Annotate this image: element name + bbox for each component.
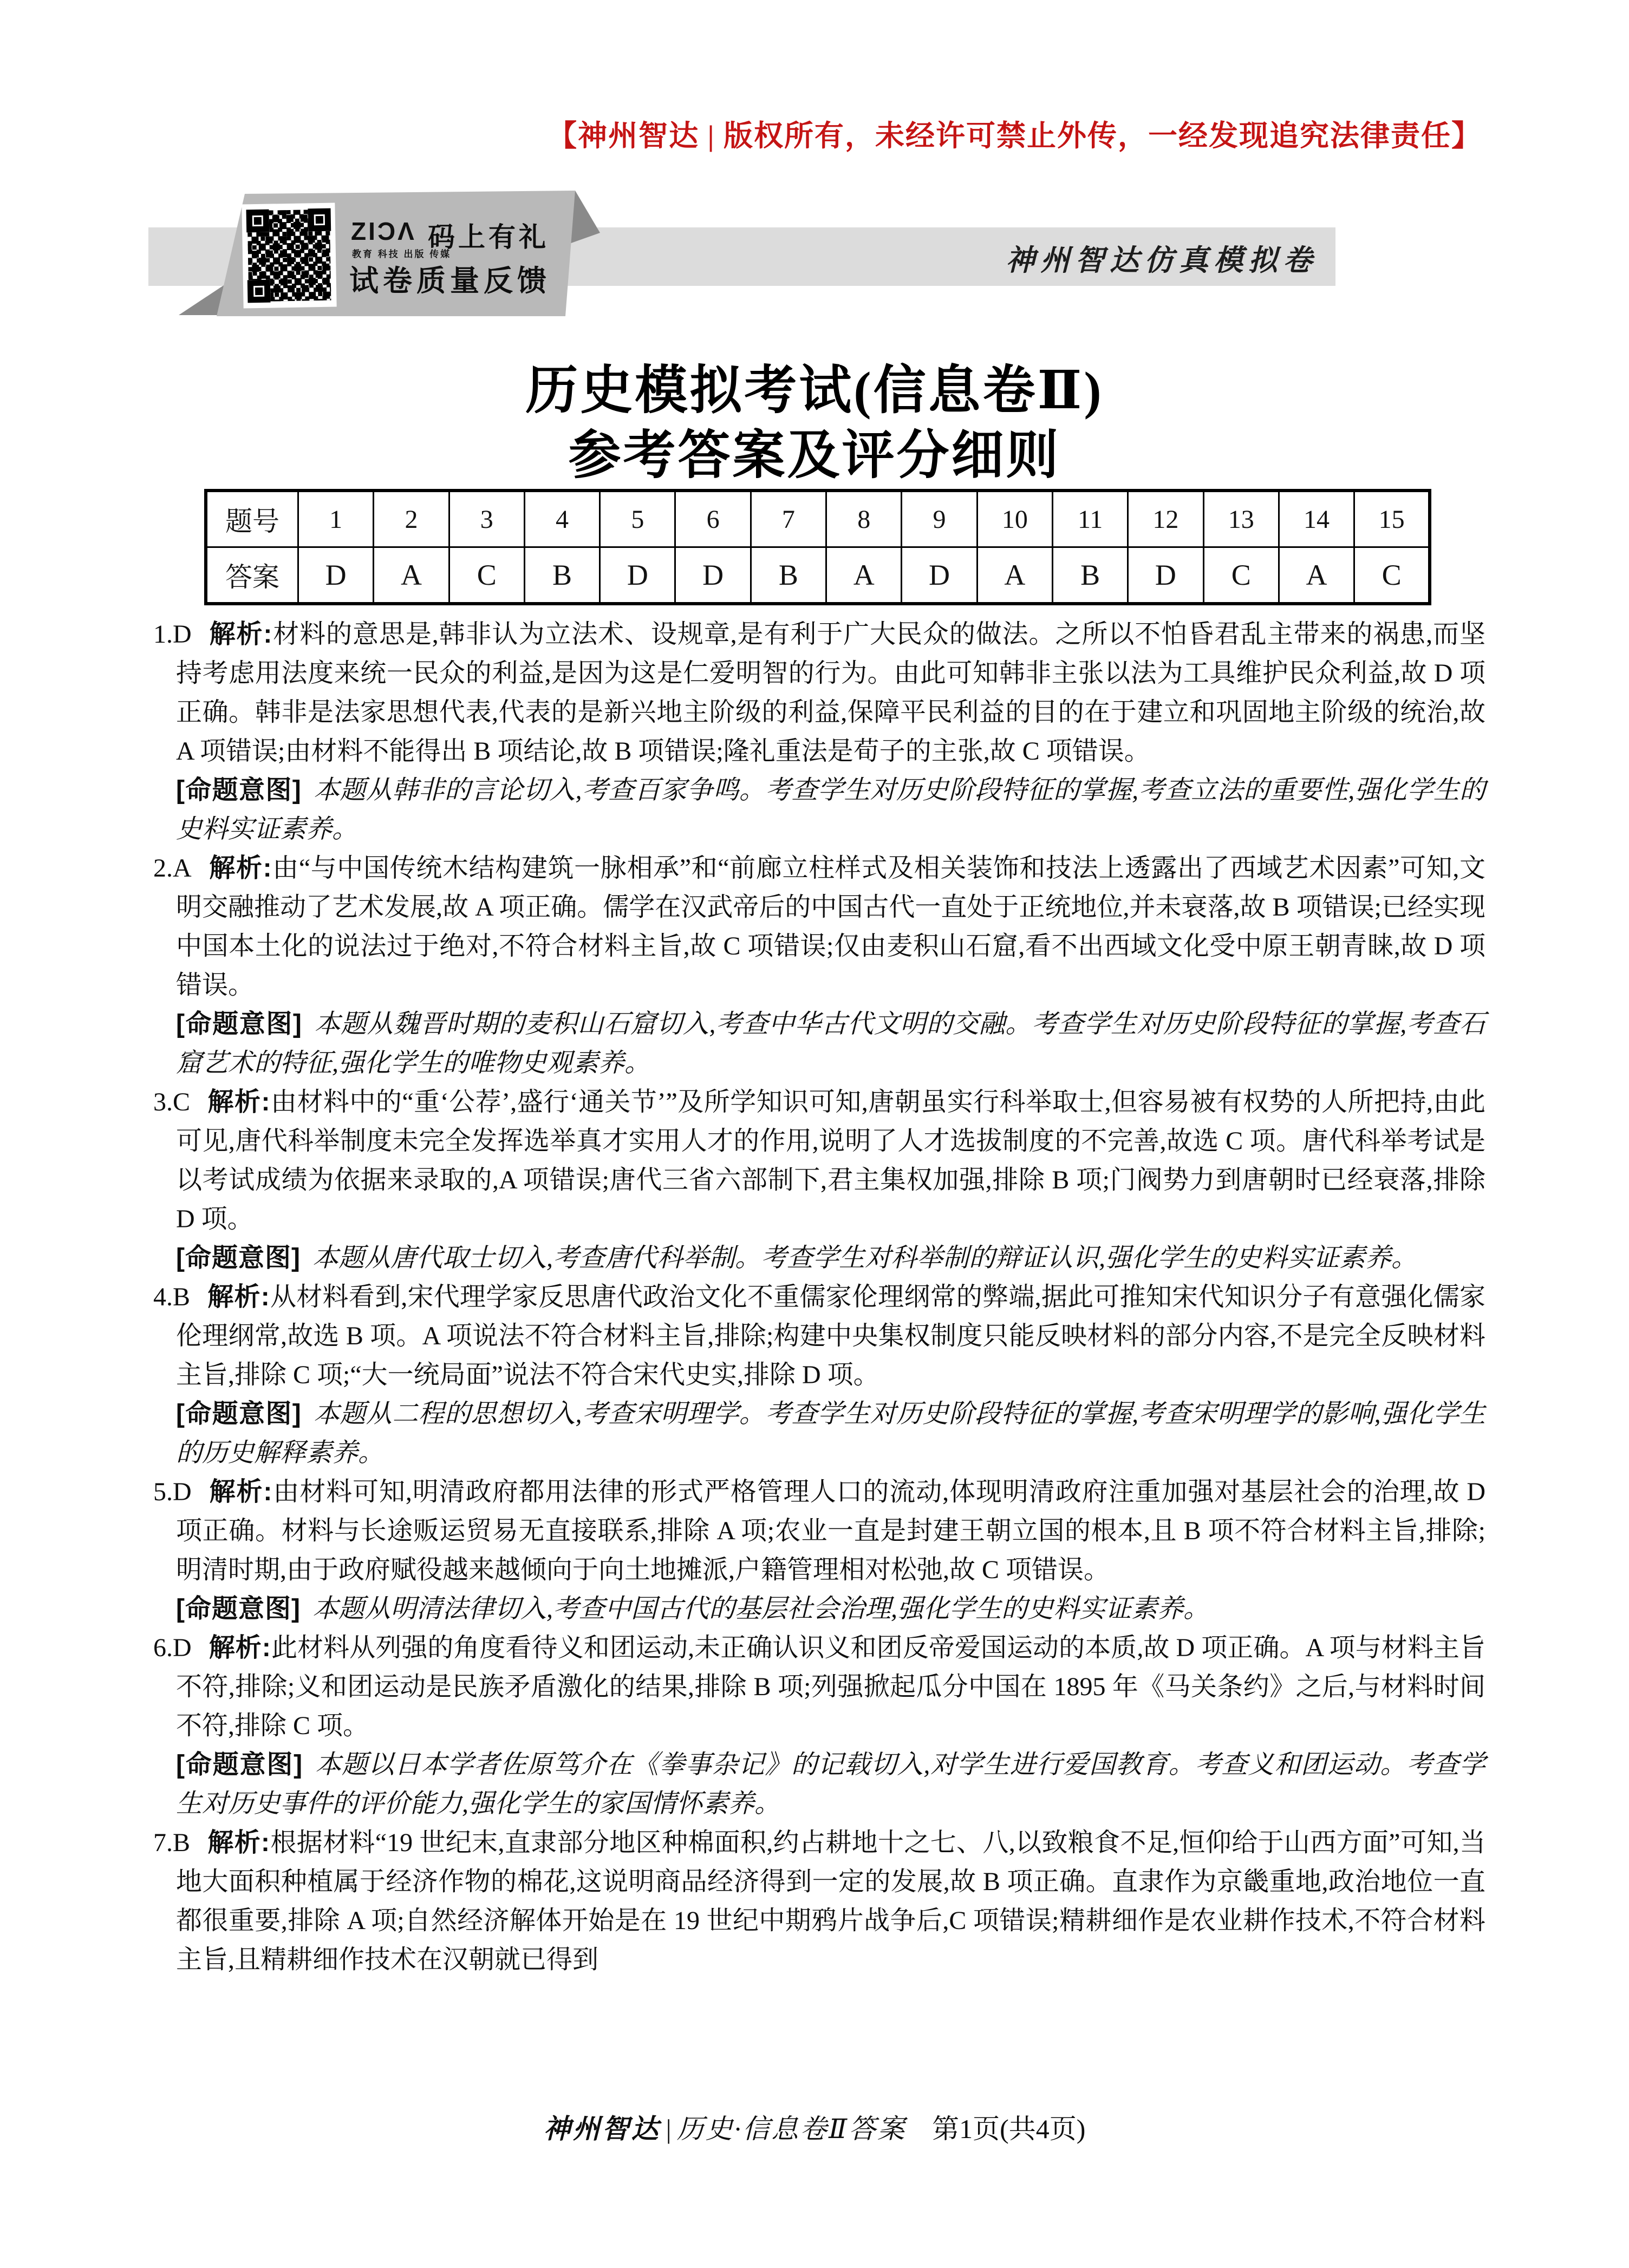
answer-cell: A bbox=[1279, 547, 1354, 604]
question-number-row bbox=[206, 491, 1430, 547]
answer-item-1 bbox=[153, 615, 1485, 771]
analysis-text: 根据材料“19 世纪末,直隶部分地区种棉面积,约占耕地十之七、八,以致粮食不足,恒仰给于山西方面”可知,当地大面积种植属于经济作物的棉花,这说明商品经济得到一定的发展,故 B 项正确。直隶作为京畿重地,政治地位一直都很重要,排除 A 项;自然经济解体开始是在 19 世纪中期鸦片战争后,C 项错误;精耕细作是农业耕作技术,不符合材料主旨,且精耕细作技术在汉朝就已得到 bbox=[176, 1828, 1485, 1974]
banner-slogan-top: 码上有礼 bbox=[428, 222, 549, 252]
zida-logo-subtext: 教育 科技 出版 传媒 bbox=[352, 249, 452, 259]
exam-title: 历史模拟考试(信息卷Ⅱ) bbox=[525, 362, 1104, 420]
intent-paragraph-5 bbox=[153, 1590, 1485, 1629]
intent-paragraph-4 bbox=[153, 1395, 1485, 1473]
question-number: 4 bbox=[524, 491, 600, 547]
page-footer bbox=[0, 2107, 1629, 2146]
question-number: 6 bbox=[675, 491, 751, 547]
analysis-label: 解析: bbox=[207, 1828, 271, 1857]
intent-label: [命题意图] bbox=[176, 776, 302, 805]
analysis-label: 解析: bbox=[208, 620, 273, 649]
answer-cell: C bbox=[449, 547, 524, 604]
answer-cell: B bbox=[751, 547, 826, 604]
qr-finder-icon bbox=[308, 208, 331, 232]
intent-label: [命题意图] bbox=[176, 1244, 301, 1272]
question-number: 9 bbox=[902, 491, 977, 547]
item-number: 5.D bbox=[153, 1478, 192, 1506]
intent-paragraph-3 bbox=[153, 1239, 1485, 1278]
brand-watermark: 神州智达仿真模拟卷 bbox=[1006, 244, 1318, 277]
answer-row bbox=[206, 547, 1430, 604]
explanations-list bbox=[153, 615, 1485, 1979]
answer-cell: A bbox=[826, 547, 902, 604]
question-number: 13 bbox=[1203, 491, 1279, 547]
answer-table bbox=[204, 489, 1431, 605]
qr-finder-icon bbox=[247, 280, 271, 303]
answer-cell: B bbox=[524, 547, 600, 604]
answers-subtitle: 参考答案及评分细则 bbox=[568, 427, 1061, 485]
intent-label: [命题意图] bbox=[176, 1010, 302, 1038]
answer-cell: A bbox=[374, 547, 449, 604]
banner-slogan-bottom: 试卷质量反馈 bbox=[349, 265, 551, 297]
footer-page-number: 第1页(共4页) bbox=[932, 2114, 1086, 2144]
analysis-label: 解析: bbox=[207, 1088, 271, 1116]
answer-item-3 bbox=[153, 1083, 1485, 1239]
zida-logo: ZIƆΛ bbox=[351, 217, 416, 245]
intent-text: 本题以日本学者佐原笃介在《拳事杂记》的记载切入,对学生进行爱国教育。考查义和团运动。考查学生对历史事件的评价能力,强化学生的家国情怀素养。 bbox=[176, 1750, 1485, 1818]
intent-paragraph-2 bbox=[153, 1005, 1485, 1083]
answer-item-4 bbox=[153, 1278, 1485, 1395]
analysis-label: 解析: bbox=[207, 1283, 270, 1311]
analysis-label: 解析: bbox=[208, 1478, 273, 1506]
answer-cell: B bbox=[1052, 547, 1128, 604]
answer-item-5 bbox=[153, 1473, 1485, 1590]
item-number: 7.B bbox=[153, 1828, 191, 1857]
item-number: 4.B bbox=[153, 1283, 191, 1311]
analysis-text: 由材料可知,明清政府都用法律的形式严格管理人口的流动,体现明清政府注重加强对基层社会的治理,故 D 项正确。材料与长途贩运贸易无直接联系,排除 A 项;农业一直是封建王朝立国的根本,且 B 项不符合材料主旨,排除;明清时期,由于政府赋役越来越倾向于向土地摊派,户籍管理相对松弛,故 C 项错误。 bbox=[176, 1478, 1485, 1584]
intent-paragraph-6 bbox=[153, 1746, 1485, 1823]
intent-paragraph-1 bbox=[153, 771, 1485, 849]
question-number: 8 bbox=[826, 491, 902, 547]
intent-label: [命题意图] bbox=[176, 1400, 302, 1428]
intent-text: 本题从唐代取士切入,考查唐代科举制。考查学生对科举制的辩证认识,强化学生的史料实证素养。 bbox=[312, 1244, 1417, 1272]
intent-text: 本题从二程的思想切入,考查宋明理学。考查学生对历史阶段特征的掌握,考查宋明理学的影响,强化学生的历史解释素养。 bbox=[176, 1400, 1485, 1467]
footer-document-title: 历史·信息卷Ⅱ答案 bbox=[676, 2114, 907, 2144]
analysis-text: 从材料看到,宋代理学家反思唐代政治文化不重儒家伦理纲常的弊端,据此可推知宋代知识分子有意强化儒家伦理纲常,故选 B 项。A 项说法不符合材料主旨,排除;构建中央集权制度只能反映材料的部分内容,不是完全反映材料主旨,排除 C 项;“大一统局面”说法不符合宋代史实,排除 D 项。 bbox=[176, 1283, 1485, 1389]
intent-text: 本题从魏晋时期的麦积山石窟切入,考查中华古代文明的交融。考查学生对历史阶段特征的掌握,考查石窟艺术的特征,强化学生的唯物史观素养。 bbox=[176, 1010, 1485, 1077]
intent-text: 本题从明清法律切入,考查中国古代的基层社会治理,强化学生的史料实证素养。 bbox=[312, 1594, 1209, 1623]
question-number: 12 bbox=[1128, 491, 1203, 547]
answer-cell: A bbox=[977, 547, 1052, 604]
card-shadow-bottom-left bbox=[179, 285, 224, 315]
item-number: 1.D bbox=[153, 620, 192, 649]
answer-item-6 bbox=[153, 1629, 1485, 1746]
answer-cell: C bbox=[1354, 547, 1430, 604]
question-number: 7 bbox=[751, 491, 826, 547]
footer-brand: 神州智达 bbox=[543, 2114, 661, 2144]
question-number: 1 bbox=[298, 491, 374, 547]
item-number: 6.D bbox=[153, 1633, 192, 1662]
answer-cell: D bbox=[902, 547, 977, 604]
qr-finder-icon bbox=[246, 210, 270, 233]
analysis-text: 由材料中的“重‘公荐’,盛行‘通关节’”及所学知识可知,唐朝虽实行科举取士,但容易被有权势的人所把持,由此可见,唐代科举制度未完全发挥选举真才实用人才的作用,说明了人才选拔制度的不完善,故选 C 项。唐代科举考试是以考试成绩为依据来录取的,A 项错误;唐代三省六部制下,君主集权加强,排除 B 项;门阀势力到唐朝时已经衰落,排除 D 项。 bbox=[176, 1088, 1485, 1233]
question-number: 11 bbox=[1052, 491, 1128, 547]
question-number: 10 bbox=[977, 491, 1052, 547]
analysis-text: 此材料从列强的角度看待义和团运动,未正确认识义和团反帝爱国运动的本质,故 D 项正确。A 项与材料主旨不符,排除;义和团运动是民族矛盾激化的结果,排除 B 项;列强掀起瓜分中国在 1895 年《马关条约》之后,与材料时间不符,排除 C 项。 bbox=[176, 1633, 1485, 1740]
answer-item-7 bbox=[153, 1823, 1485, 1979]
qr-modules bbox=[247, 210, 331, 302]
answer-cell: D bbox=[675, 547, 751, 604]
row-header-answer: 答案 bbox=[206, 547, 298, 604]
row-header-question: 题号 bbox=[206, 491, 298, 547]
question-number: 3 bbox=[449, 491, 524, 547]
answer-cell: D bbox=[298, 547, 374, 604]
analysis-label: 解析: bbox=[208, 1633, 271, 1662]
answer-cell: C bbox=[1203, 547, 1279, 604]
intent-text: 本题从韩非的言论切入,考查百家争鸣。考查学生对历史阶段特征的掌握,考查立法的重要性,强化学生的史料实证素养。 bbox=[176, 776, 1485, 844]
analysis-text: 材料的意思是,韩非认为立法术、设规章,是有利于广大民众的做法。之所以不怕昏君乱主带来的祸患,而坚持考虑用法度来统一民众的利益,是因为这是仁爱明智的行为。由此可知韩非主张以法为工具维护民众利益,故 D 项正确。韩非是法家思想代表,代表的是新兴地主阶级的利益,保障平民利益的目的在于建立和巩固地主阶级的统治,故 A 项错误;由材料不能得出 B 项结论,故 B 项错误;隆礼重法是荀子的主张,故 C 项错误。 bbox=[176, 620, 1485, 766]
qr-code bbox=[242, 203, 336, 309]
answer-cell: D bbox=[600, 547, 675, 604]
answer-cell: D bbox=[1128, 547, 1203, 604]
intent-label: [命题意图] bbox=[176, 1594, 301, 1623]
analysis-text: 由“与中国传统木结构建筑一脉相承”和“前廊立柱样式及相关装饰和技法上透露出了西域艺术因素”可知,文明交融推动了艺术发展,故 A 项正确。儒学在汉武帝后的中国古代一直处于正统地位,并未衰落,故 B 项错误;已经实现中国本土化的说法过于绝对,不符合材料主旨,故 C 项错误;仅由麦积山石窟,看不出西域文化受中原王朝青睐,故 D 项错误。 bbox=[176, 854, 1485, 999]
answer-item-2 bbox=[153, 849, 1485, 1005]
copyright-notice: 【神州智达 | 版权所有，未经许可禁止外传，一经发现追究法律责任】 bbox=[548, 120, 1482, 152]
analysis-label: 解析: bbox=[208, 854, 272, 883]
question-number: 2 bbox=[374, 491, 449, 547]
question-number: 5 bbox=[600, 491, 675, 547]
item-number: 2.A bbox=[153, 854, 192, 883]
question-number: 14 bbox=[1279, 491, 1354, 547]
footer-separator: | bbox=[666, 2114, 672, 2144]
item-number: 3.C bbox=[153, 1088, 191, 1116]
intent-label: [命题意图] bbox=[176, 1750, 303, 1779]
question-number: 15 bbox=[1354, 491, 1430, 547]
